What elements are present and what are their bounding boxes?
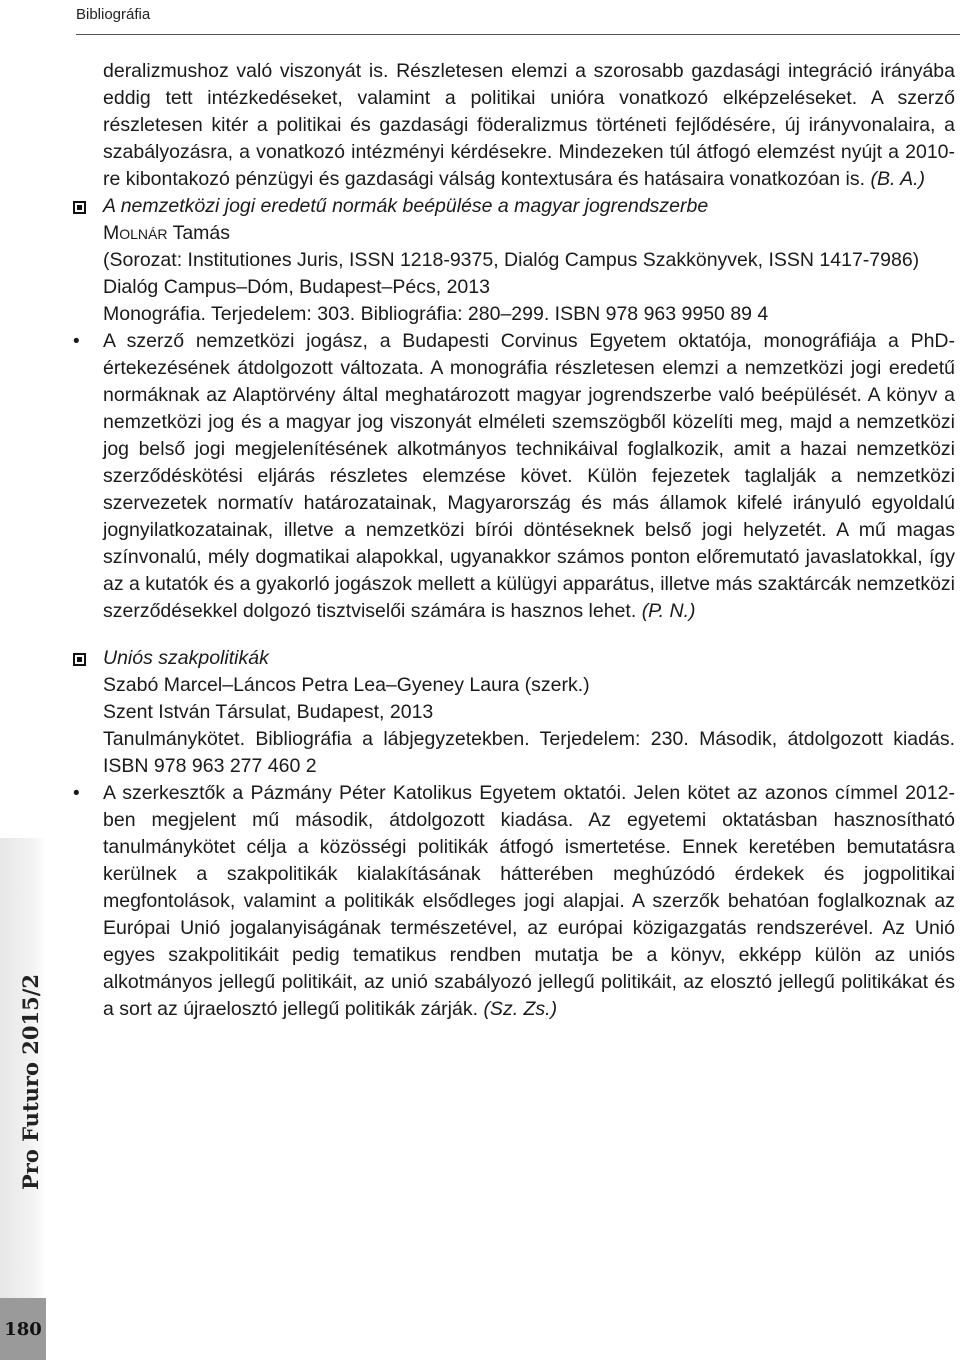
review-text: A szerkesztők a Pázmány Péter Katolikus Egyetem oktatói. Jelen kötet az azonos címmel 2012-ben megjelent mű második, átdolgozott kiadása. Az egyetemi oktatásban hasznosítható tanulmánykötet célja a közösségi politikák átfogó ismertetése. Ennek keretében bemutatásra kerülnek a szakpolitikák kialakításának hátterében meghúzódó érdekek és jogpolitikai megfontolások, valamint a politikák elsődleges jogi alapjai. A szerzők behatóan foglalkoznak az Európai Unió jogalanyiságának természetével, az európai közigazgatás rendszerével. Az Unió egyes szakpolitikáit pedig tematikus rendben mutatja be a könyv, ekképp külön az uniós alkotmányos jellegű politikáit, az unió szabályozó jellegű politikáit, az elosztó jellegű politikákat és a sort az újraelosztó jellegű politikák zárják.: [103, 782, 955, 1020]
entry-review: [73, 328, 955, 625]
entry-title: Uniós szakpolitikák: [103, 647, 269, 669]
entry-marker-icon: [73, 201, 86, 214]
book-entry-1: [73, 193, 955, 625]
review-signature: (Sz. Zs.): [483, 998, 558, 1020]
author-surname: Molnár: [103, 222, 168, 244]
journal-name: [8, 973, 52, 1191]
bullet-icon: •: [73, 331, 80, 352]
entry-publisher: Szent István Társulat, Budapest, 2013: [103, 701, 434, 723]
book-entry-2: [73, 645, 955, 1023]
intro-text: deralizmushoz való viszonyát is. Részletesen elemzi a szorosabb gazdasági integráció irányába eddig tett intézkedéseket, valamint a politikai unióra vonatkozó elképzeléseket. A szerző részletesen kitér a politikai és gazdasági föderalizmus történeti fejlődésére, új irányvonalaira, a szabályozásra, a vonatkozó intézményi kérdésekre. Mindezeken túl átfogó elemzést nyújt a 2010-re kibontakozó pénzügyi és gazdasági válság kontextusára és hatásaira vonatkozóan is.: [103, 60, 955, 190]
header-rule: [76, 34, 960, 35]
review-text: A szerző nemzetközi jogász, a Budapesti Corvinus Egyetem oktatója, monográfiája a PhD-értekezésének átdolgozott változata. A monográfia részletesen elemzi a nemzetközi jogi eredetű normáknak az Alaptörvény által meghatározott magyar jogrendszerbe való beépülését. A könyv a nemzetközi jog és a magyar jog viszonyát elméleti szemszögből közelíti meg, majd a nemzetközi jog belső jogi megjelenítésének alkotmányos technikáival foglalkozik, amit a hazai nemzetközi szerződéskötési eljárás részletes elemzése követ. Külön fejezetek taglalják a nemzetközi szervezetek normatív határozatainak, Magyarország és más államok kifelé irányuló egyoldalú jognyilatkozatainak, illetve a nemzetközi bírói döntéseknek belső jogi helyzetét. A mű magas színvonalú, mély dogmatikai alapokkal, ugyanakkor számos ponton előremutató javaslatokkal, így az a kutatók és a gyakorló jogászok mellett a külügyi apparátus, illetve más szaktárcák nemzetközi szerződésekkel dolgozó tisztviselői számára is hasznos lehet.: [103, 330, 955, 622]
author-given: Tamás: [172, 222, 230, 244]
entry-author: [103, 220, 955, 247]
entry-publisher: Dialóg Campus–Dóm, Budapest–Pécs, 2013: [103, 276, 490, 298]
bullet-icon: •: [73, 783, 80, 804]
entry-details: Monográfia. Terjedelem: 303. Bibliográfia: 280–299. ISBN 978 963 9950 89 4: [103, 303, 769, 325]
intro-paragraph: [103, 58, 955, 193]
page-number: 180: [0, 1298, 46, 1360]
section-header: Bibliográfia: [76, 6, 151, 23]
entry-review: [73, 780, 955, 1023]
entry-series: (Sorozat: Institutiones Juris, ISSN 1218-9375, Dialóg Campus Szakkönyvek, ISSN 1417-7986): [103, 249, 920, 271]
entry-authors: Szabó Marcel–Láncos Petra Lea–Gyeney Laura (szerk.): [103, 674, 590, 696]
review-signature: (P. N.): [641, 600, 696, 622]
entry-marker-icon: [73, 653, 86, 666]
page-content: [73, 58, 955, 1037]
journal-label: Pro Futuro 2015/2: [17, 973, 43, 1191]
intro-signature: (B. A.): [870, 168, 926, 190]
entry-details: Tanulmánykötet. Bibliográfia a lábjegyzetekben. Terjedelem: 230. Második, átdolgozott kiadás. ISBN 978 963 277 460 2: [103, 728, 955, 777]
entry-title: A nemzetközi jogi eredetű normák beépülése a magyar jogrendszerbe: [103, 195, 709, 217]
